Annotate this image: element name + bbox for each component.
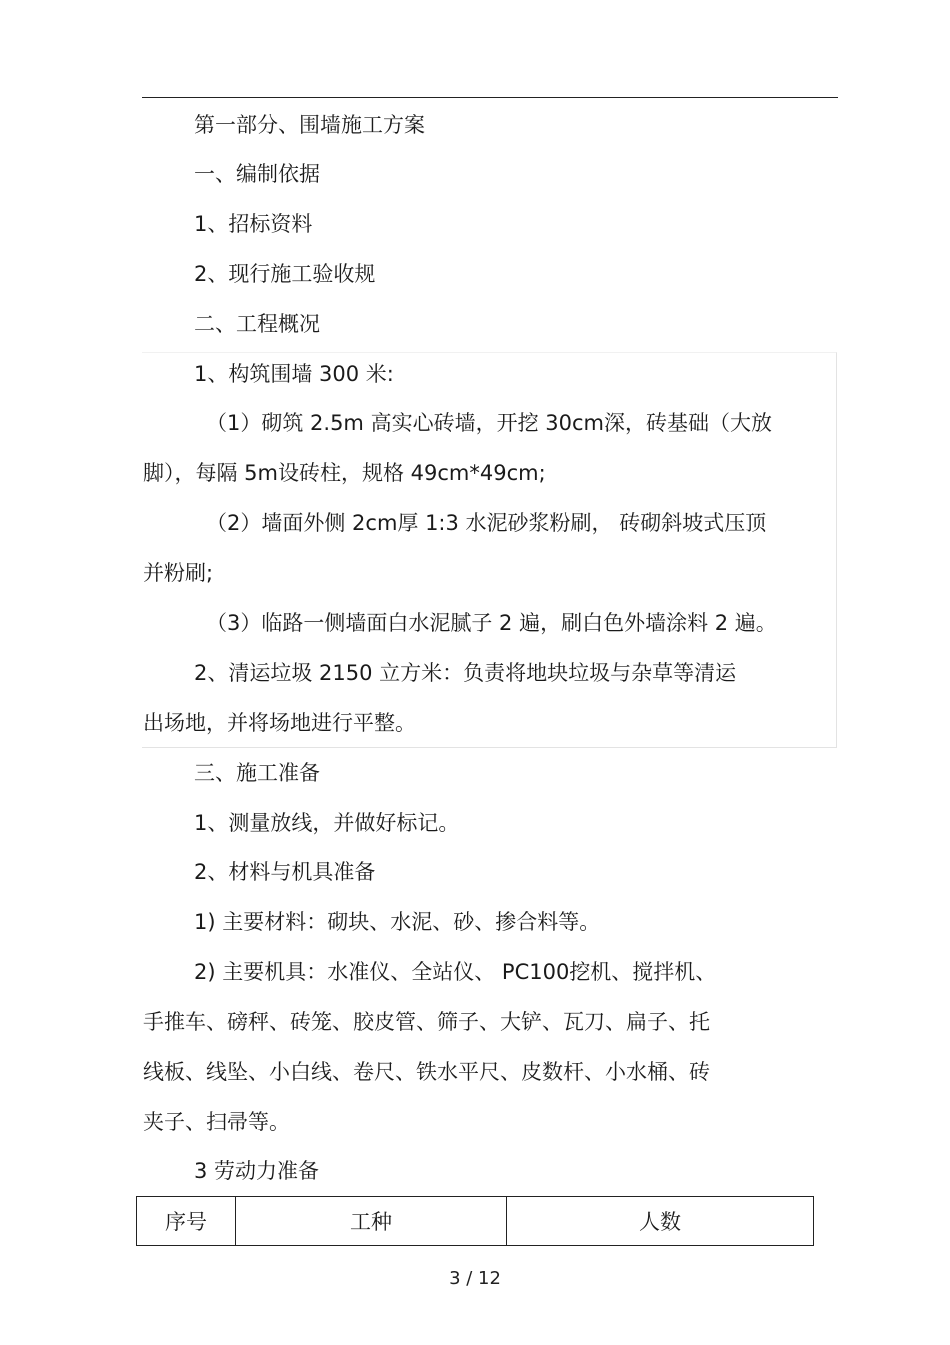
paragraph: 并粉刷;	[143, 561, 214, 585]
paragraph: 出场地，并将场地进行平整。	[143, 711, 416, 735]
heading-basis: 一、编制依据	[194, 162, 320, 186]
paragraph: 1) 主要材料：砌块、水泥、砂、掺合料等。	[194, 910, 601, 934]
section-title: 第一部分、围墙施工方案	[194, 113, 425, 137]
paragraph: 2、材料与机具准备	[194, 860, 376, 884]
paragraph: 线板、线坠、小白线、卷尺、铁水平尺、皮数杆、小水桶、砖	[143, 1060, 710, 1084]
paragraph: 脚），每隔 5m设砖柱，规格 49cm*49cm;	[143, 461, 546, 485]
paragraph: 2、现行施工验收规	[194, 262, 376, 286]
paragraph: （2）墙面外侧 2cm厚 1:3 水泥砂浆粉刷， 砖砌斜坡式压顶	[206, 511, 767, 535]
table-header-cell: 序号	[137, 1197, 236, 1246]
heading-labor: 3 劳动力准备	[194, 1159, 320, 1183]
labor-table	[136, 1196, 814, 1246]
paragraph: （3）临路一侧墙面白水泥腻子 2 遍，刷白色外墙涂料 2 遍。	[206, 611, 777, 635]
heading-overview: 二、工程概况	[194, 312, 320, 336]
paragraph: 1、招标资料	[194, 212, 313, 236]
table-header-row	[137, 1197, 814, 1246]
page-indicator: 3 / 12	[449, 1268, 501, 1289]
header-rule	[142, 97, 838, 98]
table-header-cell: 人数	[507, 1197, 814, 1246]
paragraph: （1）砌筑 2.5m 高实心砖墙，开挖 30cm深，砖基础（大放	[206, 411, 772, 435]
table-header-cell: 工种	[236, 1197, 507, 1246]
heading-preparation: 三、施工准备	[194, 761, 320, 785]
paragraph: 手推车、磅秤、砖笼、胶皮管、筛子、大铲、瓦刀、扁子、托	[143, 1010, 710, 1034]
paragraph: 1、构筑围墙 300 米:	[194, 362, 394, 386]
paragraph: 2) 主要机具：水准仪、全站仪、 PC100挖机、搅拌机、	[194, 960, 717, 984]
paragraph: 夹子、扫帚等。	[143, 1110, 290, 1134]
paragraph: 1、测量放线，并做好标记。	[194, 811, 460, 835]
paragraph: 2、清运垃圾 2150 立方米：负责将地块垃圾与杂草等清运	[194, 661, 737, 685]
